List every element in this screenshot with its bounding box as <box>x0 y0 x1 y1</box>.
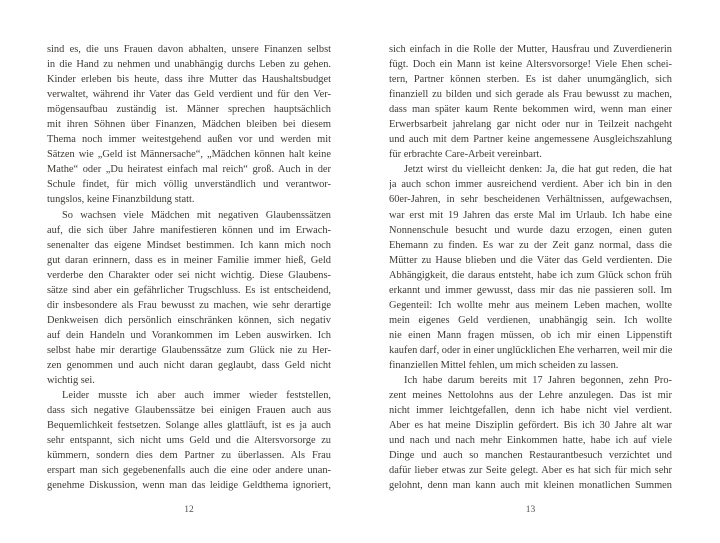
text-line: genehme Diskussion, wenn man das leidige Geldthema ignoriert, <box>47 480 331 492</box>
text-line: tern, Partner können sterben. Es ist daher unumgänglich, sich <box>389 74 672 86</box>
text-line: kaufen darf, oder in einer unglücklichen Ehe verharren, weil mir die <box>389 344 672 356</box>
text-line: tungslos, keine Finanzbildung statt. <box>47 194 195 206</box>
page-number-left: 12 <box>184 505 194 515</box>
text-line: Mathe“ oder „Du heiratest einfach mal reich“ groß. Auch in der <box>47 164 331 176</box>
text-line: nie einen Mann fragen müssen, ob ich mir einen Lippenstift <box>389 329 672 341</box>
text-line: So wachsen viele Mädchen mit negativen Glaubenssätzen <box>62 209 331 221</box>
paragraph <box>389 373 672 493</box>
text-line: sätze sind aber ein gefährlicher Trugschluss. Es ist entscheidend, <box>47 284 331 296</box>
text-line: Kinder erleben bis heute, dass ihre Mutter das Haushaltsbudget <box>47 74 331 86</box>
text-line: verwaltet, während ihr Vater das Geld verdient und für den Ver- <box>47 89 331 101</box>
text-line: selbst habe mir derartige Glaubenssätze zum Glück nie zu Her- <box>47 344 331 356</box>
text-line: Aber es hat meine Disziplin gefördert. Bis ich 30 Jahre alt war <box>389 420 672 432</box>
text-line: Thema noch immer weitestgehend außen vor und werden mit <box>47 134 331 146</box>
page-left-text <box>47 42 331 493</box>
paragraph <box>389 42 672 162</box>
text-line: ja auch schon immer ausreichend verdient. Aber ich bin in den <box>389 179 672 191</box>
text-line: Jetzt wirst du vielleicht denken: Ja, die hat gut reden, die hat <box>404 164 672 176</box>
text-line: nicht immer leichtgefallen, denn ich habe nicht viel verdient. <box>389 405 672 417</box>
text-line: wichtig sei. <box>47 375 95 387</box>
text-line: dafür lieber etwas zur Seite gelegt. Aber es hat sich für mich sehr <box>389 465 672 477</box>
text-line: Erwerbsarbeit jahrelang gar nicht oder nur in Teilzeit nachgeht <box>389 119 672 131</box>
text-line: fügt. Doch ein Mann ist keine Altersvorsorge! Viele Ehen schei- <box>389 59 672 71</box>
page-number-right: 13 <box>525 505 536 515</box>
text-line: 60er-Jahren, in sehr bescheidenen Verhältnissen, aufgewachsen, <box>389 194 672 206</box>
text-line: erkannt und immer gewusst, dass mir das nie passieren soll. Im <box>389 284 672 296</box>
paragraph <box>47 208 331 389</box>
text-line: sehr entspannt, sich nicht ums Geld und die Altersvorsorge zu <box>47 435 331 447</box>
text-line: Schule findet, für mich völlig unverständlich und verantwor- <box>47 179 331 191</box>
text-line: sind es, die uns Frauen davon abhalten, unsere Finanzen selbst <box>47 44 331 55</box>
text-line: Mütter zu Hause blieben und die Väter das Geld verdienten. Die <box>389 254 672 266</box>
text-line: war erst mit 19 Jahren das erste Mal im Urlaub. Ich habe eine <box>389 209 672 221</box>
text-line: Ehemann zu finden. Es war zu der Zeit ganz normal, dass die <box>389 239 672 251</box>
text-line: mit ihren Söhnen über Finanzen, Mädchen bleiben bei diesem <box>47 119 331 131</box>
text-line: dass sich negative Glaubenssätze bei einigen Frauen auch aus <box>47 405 331 417</box>
text-line: Dinge und auch so manchen Restaurantbesuch verzichtet und <box>389 450 672 462</box>
text-line: finanziell zu bilden und sich gerade als Frau bewusst zu machen, <box>389 89 672 101</box>
text-line: für erbrachte Care-Arbeit vereinbart. <box>389 149 542 161</box>
page-right-text <box>389 42 672 493</box>
text-line: zen genommen und auch nicht daran geglaubt, dass Geld nicht <box>47 359 331 371</box>
text-line: finanziellen Mittel fehlen, um mich scheiden zu lassen. <box>389 359 619 371</box>
text-line: erspart man sich gegebenenfalls auch die eine oder andere unan- <box>47 465 331 477</box>
paragraph <box>389 162 672 373</box>
text-line: senenalter das eigene Mindset bestimmen. Ich kann mich noch <box>47 239 331 251</box>
text-line: auf dein Handeln und Vorankommen im Leben auswirken. Ich <box>47 329 331 341</box>
text-line: kümmern, sondern dies dem Partner zu überlassen. Als Frau <box>47 450 331 462</box>
text-line: Denkweisen dich persönlich einschränken können, sich negativ <box>47 314 331 326</box>
text-line: Bequemlichkeit festsetzen. Solange alles glattläuft, ist es ja auch <box>47 420 331 432</box>
text-line: Abhängigkeit, die daraus entsteht, habe ich zum Glück schon früh <box>389 269 672 281</box>
text-line: Sätzen wie „Geld ist Männersache“, „Mädchen können halt keine <box>47 149 331 161</box>
text-line: und nach und nach mehr Einkommen hatte, habe ich auf viele <box>389 435 672 447</box>
paragraph <box>47 388 331 493</box>
text-line: und auch mit dem Partner keine angemessene Ausgleichszahlung <box>389 134 672 146</box>
text-line: mögensaufbau zuständig ist. Männer sprechen hauptsächlich <box>47 104 331 116</box>
text-line: gut daran erinnern, dass es in meiner Familie immer hieß, Geld <box>47 254 331 266</box>
text-line: verderbe den Charakter oder sei nicht wichtig. Diese Glaubens- <box>47 269 331 281</box>
text-line: Nonnenschule besucht und wurde dazu erzogen, einen guten <box>389 224 672 236</box>
text-line: Ich habe darum bereits mit 17 Jahren begonnen, zehn Pro- <box>404 375 672 387</box>
text-line: mein eigenes Geld verdienen, unabhängig sein. Ich wollte <box>389 314 672 326</box>
text-line: dir insbesondere als Frau bewusst zu machen, wie sehr derartige <box>47 299 331 311</box>
paragraph <box>47 42 331 208</box>
text-line: Gegenteil: Ich wollte mehr aus meinem Leben machen, wollte <box>389 299 672 311</box>
text-line: zent meines Nettolohns aus der Lehre anzulegen. Das ist mir <box>389 390 672 402</box>
text-line: auf, die sich über Jahre manifestieren können und im Erwach- <box>47 224 331 236</box>
text-line: dass man später kaum Rente bekommen wird, wenn man einer <box>389 104 672 116</box>
text-line: gelohnt, denn man kann auch mit kleinen monatlichen Summen <box>389 480 672 492</box>
text-line: in die Hand zu nehmen und unabhängig durchs Leben zu gehen. <box>47 59 331 71</box>
text-line: Leider musste ich aber auch immer wieder feststellen, <box>62 390 331 402</box>
text-line: sich einfach in die Rolle der Mutter, Hausfrau und Zuverdienerin <box>389 44 672 55</box>
